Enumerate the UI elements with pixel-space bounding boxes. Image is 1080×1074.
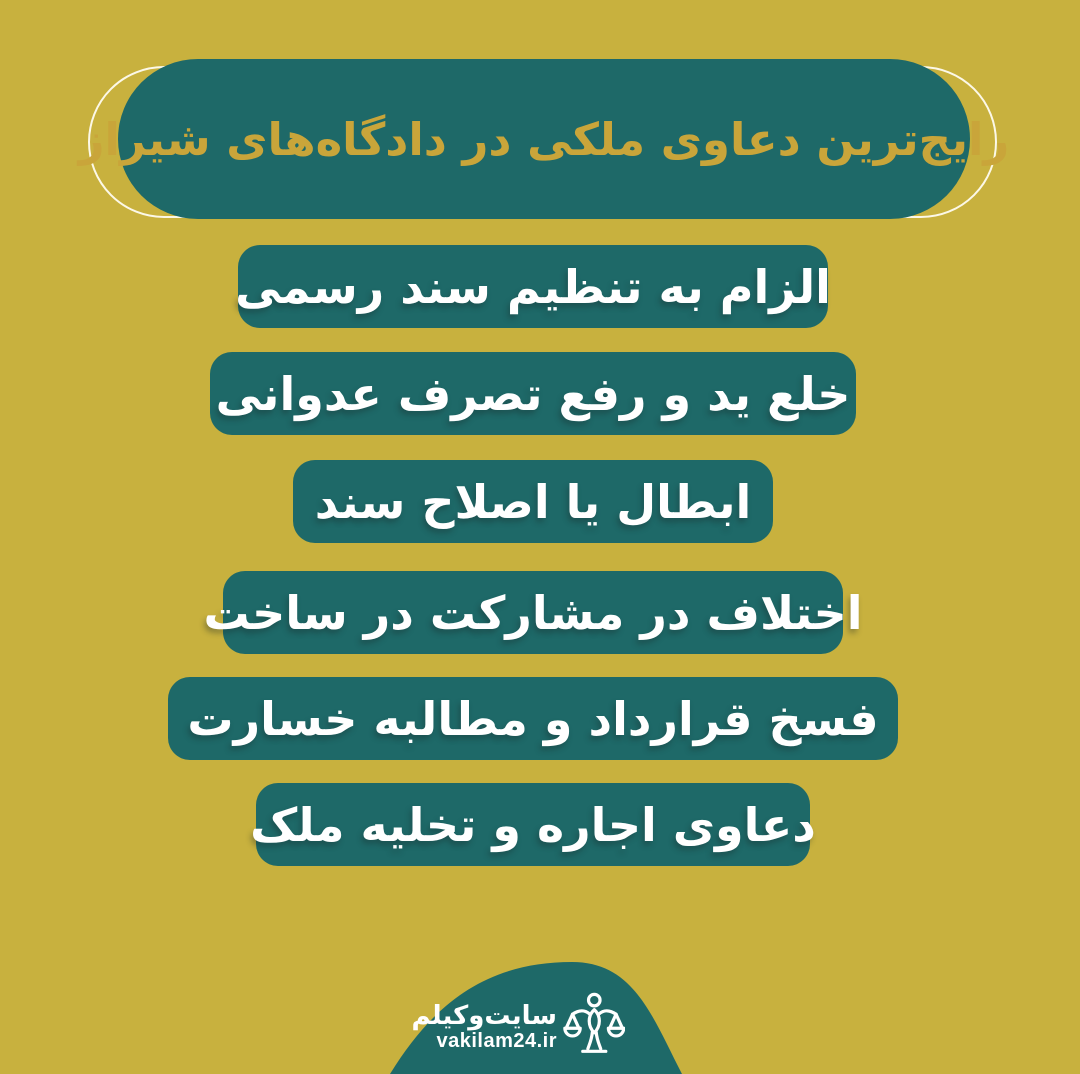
list-item (293, 460, 773, 543)
brand-logo (411, 992, 625, 1062)
list-item-label: فسخ قرارداد و مطالبه خسارت (187, 691, 879, 746)
brand-domain: vakilam24.ir (436, 1030, 557, 1053)
list-item-label: اختلاف در مشارکت در ساخت (203, 585, 863, 640)
list-item (203, 571, 863, 654)
list-item (250, 783, 816, 866)
page-title: رایج‌ترین دعاوی ملکی در دادگاه‌های شیراز (78, 112, 1010, 166)
list-item-label: ابطال یا اصلاح سند (314, 474, 752, 529)
scales-of-justice-icon (561, 992, 625, 1062)
list-item-label: الزام به تنظیم سند رسمی (235, 259, 831, 314)
brand-name-farsi: سایت‌وکیلم (411, 1000, 557, 1031)
list-item-label: دعاوی اجاره و تخلیه ملک (250, 797, 816, 852)
list-item (168, 677, 898, 760)
list-item (235, 245, 831, 328)
list-item (210, 352, 856, 435)
title-banner (78, 59, 1010, 219)
brand-text-block (411, 1002, 557, 1053)
list-item-label: خلع ید و رفع تصرف عدوانی (215, 366, 851, 421)
